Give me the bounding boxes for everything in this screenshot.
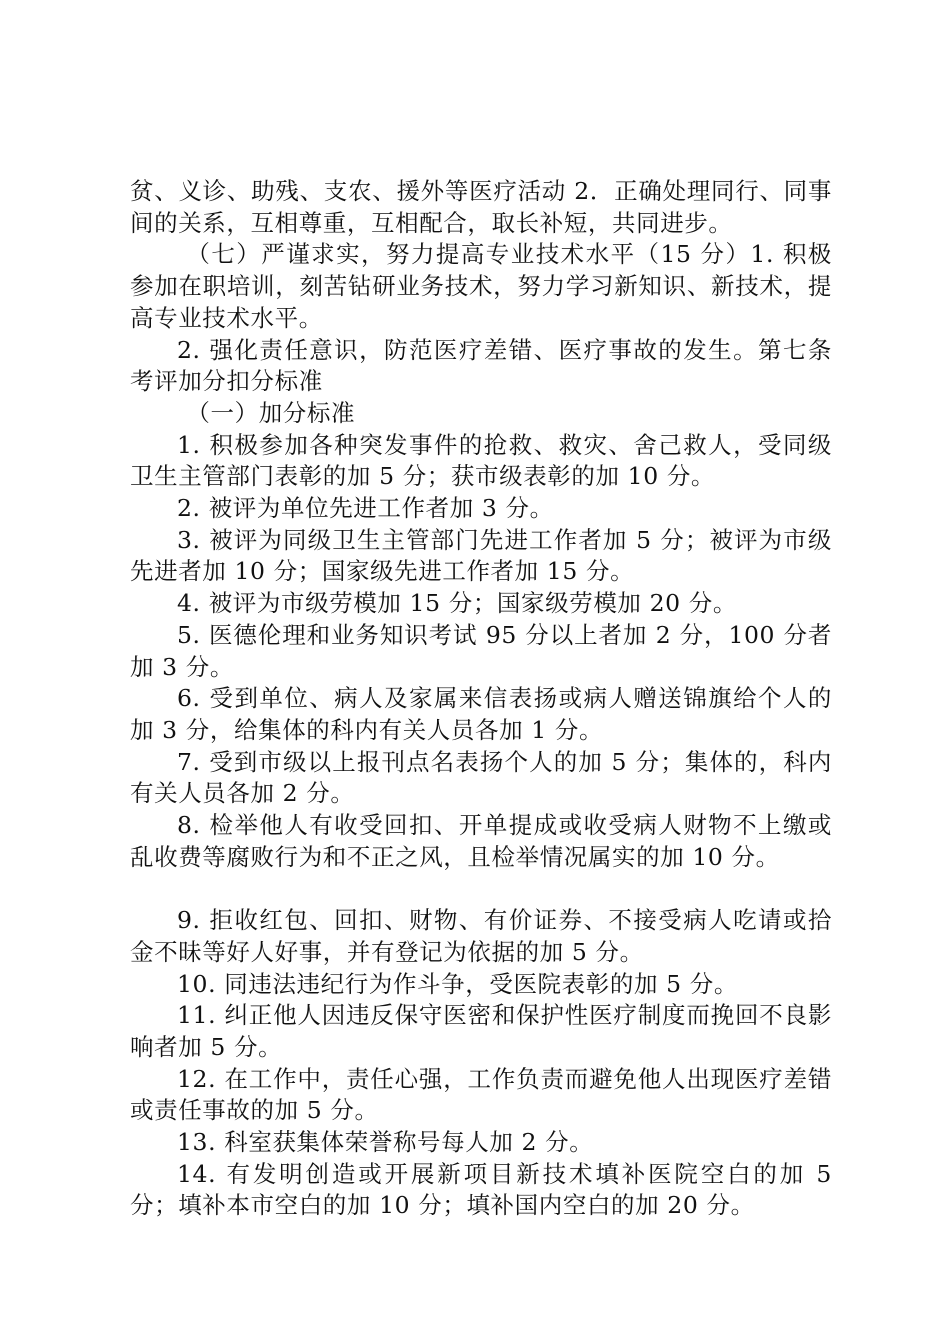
paragraph-bonus-3: 3. 被评为同级卫生主管部门先进工作者加 5 分；被评为市级先进者加 10 分；国家级先进工作者加 15 分。	[130, 525, 832, 586]
paragraph-item-2: 2. 强化责任意识，防范医疗差错、医疗事故的发生。第七条考评加分扣分标准	[130, 335, 832, 396]
paragraph-bonus-2: 2. 被评为单位先进工作者加 3 分。	[177, 494, 554, 523]
paragraph-bonus-11: 11. 纠正他人因违反保守医密和保护性医疗制度而挽回不良影响者加 5 分。	[130, 1001, 832, 1061]
paragraph-section-7: （七）严谨求实，努力提高专业技术水平（15 分）1. 积极参加在职培训，刻苦钻研业务技术，努力学习新知识、新技术，提高专业技术水平。	[130, 240, 832, 332]
paragraph-bonus-12: 12. 在工作中，责任心强，工作负责而避免他人出现医疗差错或责任事故的加 5 分。	[130, 1064, 832, 1125]
paragraph-bonus-14: 14. 有发明创造或开展新项目新技术填补医院空白的加 5 分；填补本市空白的加 10 分；填补国内空白的加 20 分。	[130, 1159, 832, 1220]
paragraph-bonus-8: 8. 检举他人有收受回扣、开单提成或收受病人财物不上缴或乱收费等腐败行为和不正之风，且检举情况属实的加 10 分。	[130, 811, 832, 871]
paragraph-bonus-6: 6. 受到单位、病人及家属来信表扬或病人赠送锦旗给个人的加 3 分，给集体的科内有关人员各加 1 分。	[130, 684, 832, 744]
paragraph-bonus-1: 1. 积极参加各种突发事件的抢救、救灾、舍己救人，受同级卫生主管部门表彰的加 5 分；获市级表彰的加 10 分。	[130, 430, 832, 491]
paragraph-bonus-7: 7. 受到市级以上报刊点名表扬个人的加 5 分；集体的，科内有关人员各加 2 分。	[130, 747, 832, 808]
paragraph-heading-bonus-standard: （一）加分标准	[186, 398, 356, 427]
paragraph-bonus-10: 10. 同违法违纪行为作斗争，受医院表彰的加 5 分。	[177, 969, 738, 998]
paragraph-bonus-5: 5. 医德伦理和业务知识考试 95 分以上者加 2 分，100 分者加 3 分。	[130, 620, 832, 681]
paragraph-bonus-9: 9. 拒收红包、回扣、财物、有价证券、不接受病人吃请或拾金不昧等好人好事，并有登记为依据的加 5 分。	[130, 906, 832, 966]
paragraph-bonus-13: 13. 科室获集体荣誉称号每人加 2 分。	[177, 1128, 594, 1157]
paragraph-bonus-4: 4. 被评为市级劳模加 15 分；国家级劳模加 20 分。	[177, 589, 737, 618]
document-body	[130, 176, 832, 1222]
paragraph-continuation: 贫、义诊、助残、支农、援外等医疗活动 2．正确处理同行、同事间的关系，互相尊重，互相配合，取长补短，共同进步。	[130, 177, 832, 237]
